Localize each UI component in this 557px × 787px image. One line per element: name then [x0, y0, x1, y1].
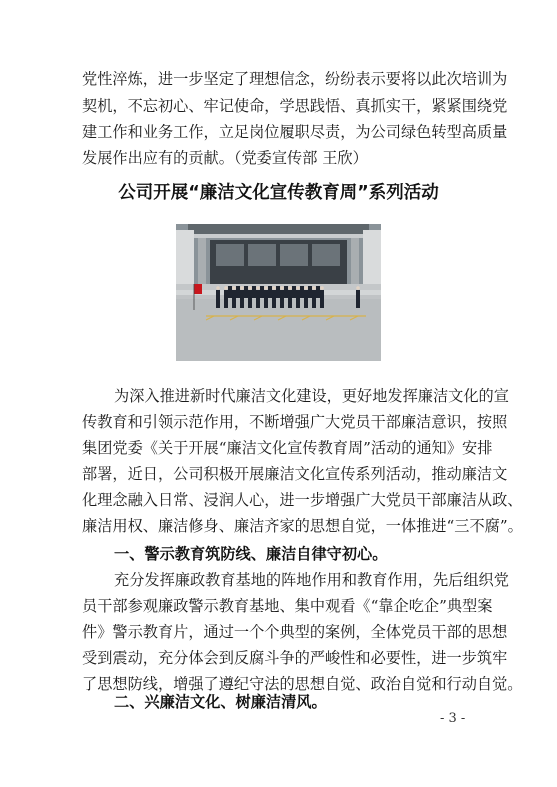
paragraph-line: 廉洁用权、廉洁修身、廉洁齐家的思想自觉，一体推进“三不腐”。 [82, 517, 523, 535]
paragraph-line: 件》警示教育片，通过一个个典型的案例，全体党员干部的思想 [82, 623, 508, 641]
group-photo-icon [176, 224, 381, 361]
section-heading: 二、兴廉洁文化、树廉洁清风。 [114, 693, 327, 711]
paragraph-line: 员干部参观廉政警示教育基地、集中观看《“靠企吃企”典型案 [82, 597, 493, 615]
paragraph-line: 化理念融入日常、浸润人心，进一步增强广大党员干部廉洁从政、 [82, 491, 523, 509]
paragraph-line: 为深入推进新时代廉洁文化建设，更好地发挥廉洁文化的宣 [114, 387, 509, 405]
section-heading: 一、警示教育筑防线、廉洁自律守初心。 [114, 545, 388, 563]
intro-line: 契机，不忘初心、牢记使命，学思践悟、真抓实干，紧紧围绕党 [82, 97, 508, 115]
paragraph-line: 集团党委《关于开展“廉洁文化宣传教育周”活动的通知》安排 [82, 439, 493, 457]
page-number: - 3 - [440, 711, 466, 726]
paragraph-line: 部署，近日，公司积极开展廉洁文化宣传系列活动，推动廉洁文 [82, 465, 508, 483]
intro-line: 党性淬炼，进一步坚定了理想信念，纷纷表示要将以此次培训为 [82, 70, 508, 88]
group-photo [176, 224, 381, 361]
paragraph-line: 了思想防线，增强了遵纪守法的思想自觉、政治自觉和行动自觉。 [82, 675, 523, 693]
paragraph-line: 受到震动，充分体会到反腐斗争的严峻性和必要性，进一步筑牢 [82, 649, 508, 667]
intro-line: 发展作出应有的贡献。（党委宣传部 王欣） [82, 149, 368, 167]
paragraph-line: 传教育和引领示范作用，不断增强广大党员干部廉洁意识，按照 [82, 413, 508, 431]
article-title: 公司开展“廉洁文化宣传教育周”系列活动 [118, 183, 439, 203]
paragraph-line: 充分发挥廉政教育基地的阵地作用和教育作用，先后组织党 [114, 571, 509, 589]
intro-line: 建工作和业务工作，立足岗位履职尽责，为公司绿色转型高质量 [82, 123, 508, 141]
